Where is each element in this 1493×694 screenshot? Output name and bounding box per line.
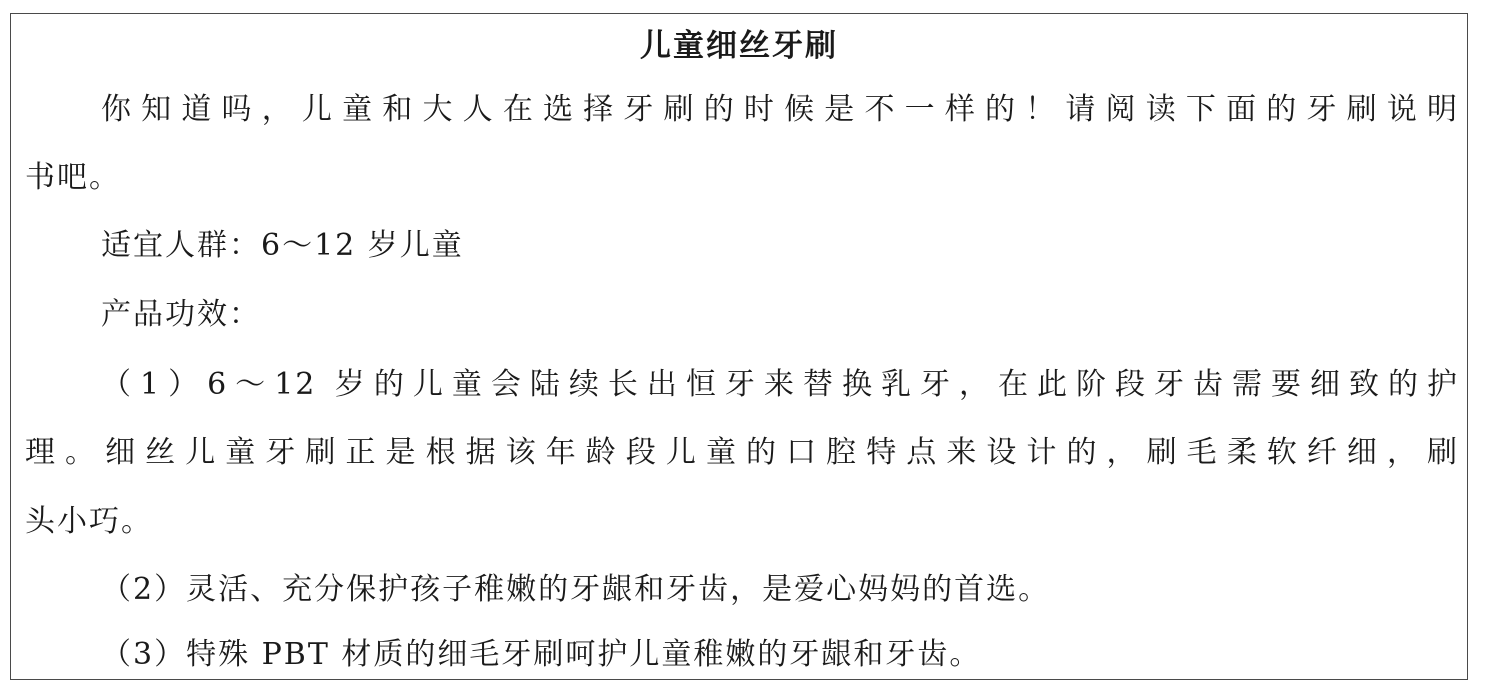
target-group-line: 适宜人群：6～12 岁儿童	[101, 228, 464, 263]
document-frame	[10, 13, 1468, 680]
intro-line-2: 书吧。	[25, 160, 121, 195]
effect-2-line: （2）灵活、充分保护孩子稚嫩的牙龈和牙齿，是爱心妈妈的首选。	[101, 572, 1051, 607]
product-effects-heading: 产品功效：	[101, 297, 261, 332]
effect-1-line-2: 理。细丝儿童牙刷正是根据该年龄段儿童的口腔特点来设计的，刷毛柔软纤细，刷	[25, 435, 1459, 470]
effect-1-line-3: 头小巧。	[25, 504, 153, 539]
document-title: 儿童细丝牙刷	[640, 28, 838, 64]
effect-3-line: （3）特殊 PBT 材质的细毛牙刷呵护儿童稚嫩的牙龈和牙齿。	[101, 637, 982, 672]
intro-line-1: 你知道吗，儿童和大人在选择牙刷的时候是不一样的！请阅读下面的牙刷说明	[101, 92, 1459, 127]
effect-1-line-1: （1）6～12 岁的儿童会陆续长出恒牙来替换乳牙，在此阶段牙齿需要细致的护	[101, 367, 1459, 402]
